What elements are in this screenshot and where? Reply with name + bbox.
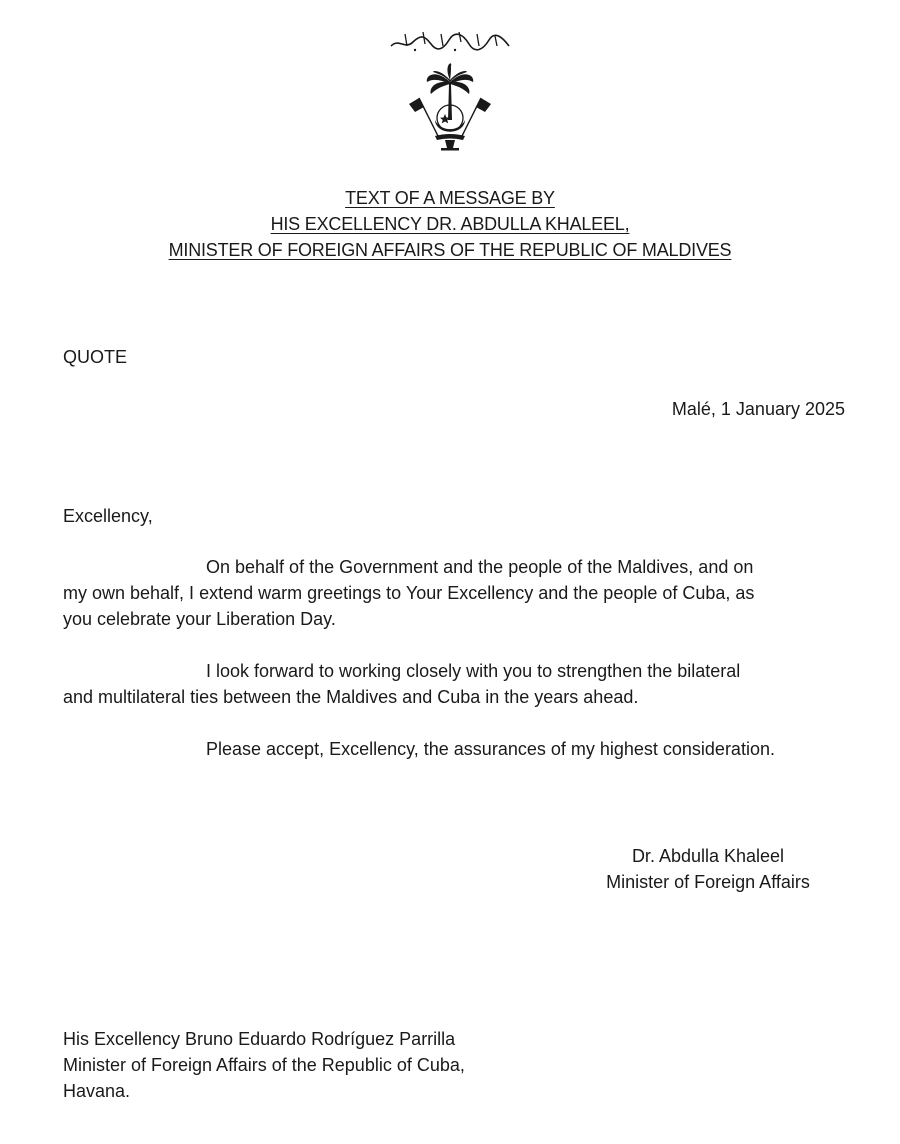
message-title: [0, 185, 900, 263]
paragraph-line: Please accept, Excellency, the assurances of my highest consideration.: [206, 739, 775, 759]
addressee-line-1: His Excellency Bruno Eduardo Rodríguez Parrilla: [63, 1029, 456, 1049]
signatory-name: Dr. Abdulla Khaleel: [631, 846, 785, 866]
addressee-line-2: Minister of Foreign Affairs of the Republic of Cuba,: [63, 1055, 465, 1075]
letterhead: [0, 28, 900, 152]
paragraph-line: you celebrate your Liberation Day.: [63, 609, 336, 629]
signatory-title: Minister of Foreign Affairs: [606, 872, 810, 892]
paragraph-line: my own behalf, I extend warm greetings to Your Excellency and the people of Cuba, as: [63, 583, 755, 603]
paragraph-line: and multilateral ties between the Maldives and Cuba in the years ahead.: [63, 687, 639, 707]
salutation: Excellency,: [63, 506, 153, 526]
paragraph-line: I look forward to working closely with you to strengthen the bilateral: [206, 661, 741, 681]
paragraph-line: On behalf of the Government and the people of the Maldives, and on: [206, 557, 754, 577]
paragraph-closing: [63, 736, 845, 762]
maldives-state-emblem-icon: [405, 60, 495, 152]
paragraph-cooperation: [63, 658, 845, 710]
signature-block: [588, 843, 828, 895]
title-line-2: HIS EXCELLENCY DR. ABDULLA KHALEEL,: [270, 214, 630, 234]
date-line: Malé, 1 January 2025: [671, 399, 845, 419]
title-line-1: TEXT OF A MESSAGE BY: [345, 188, 555, 208]
paragraph-greetings: [63, 554, 845, 632]
addressee-line-3: Havana.: [63, 1081, 131, 1101]
title-line-3: MINISTER OF FOREIGN AFFAIRS OF THE REPUBLIC OF MALDIVES: [168, 240, 732, 260]
basmala-calligraphy: [385, 28, 515, 56]
quote-label: QUOTE: [63, 347, 128, 367]
addressee-block: [63, 1026, 465, 1104]
